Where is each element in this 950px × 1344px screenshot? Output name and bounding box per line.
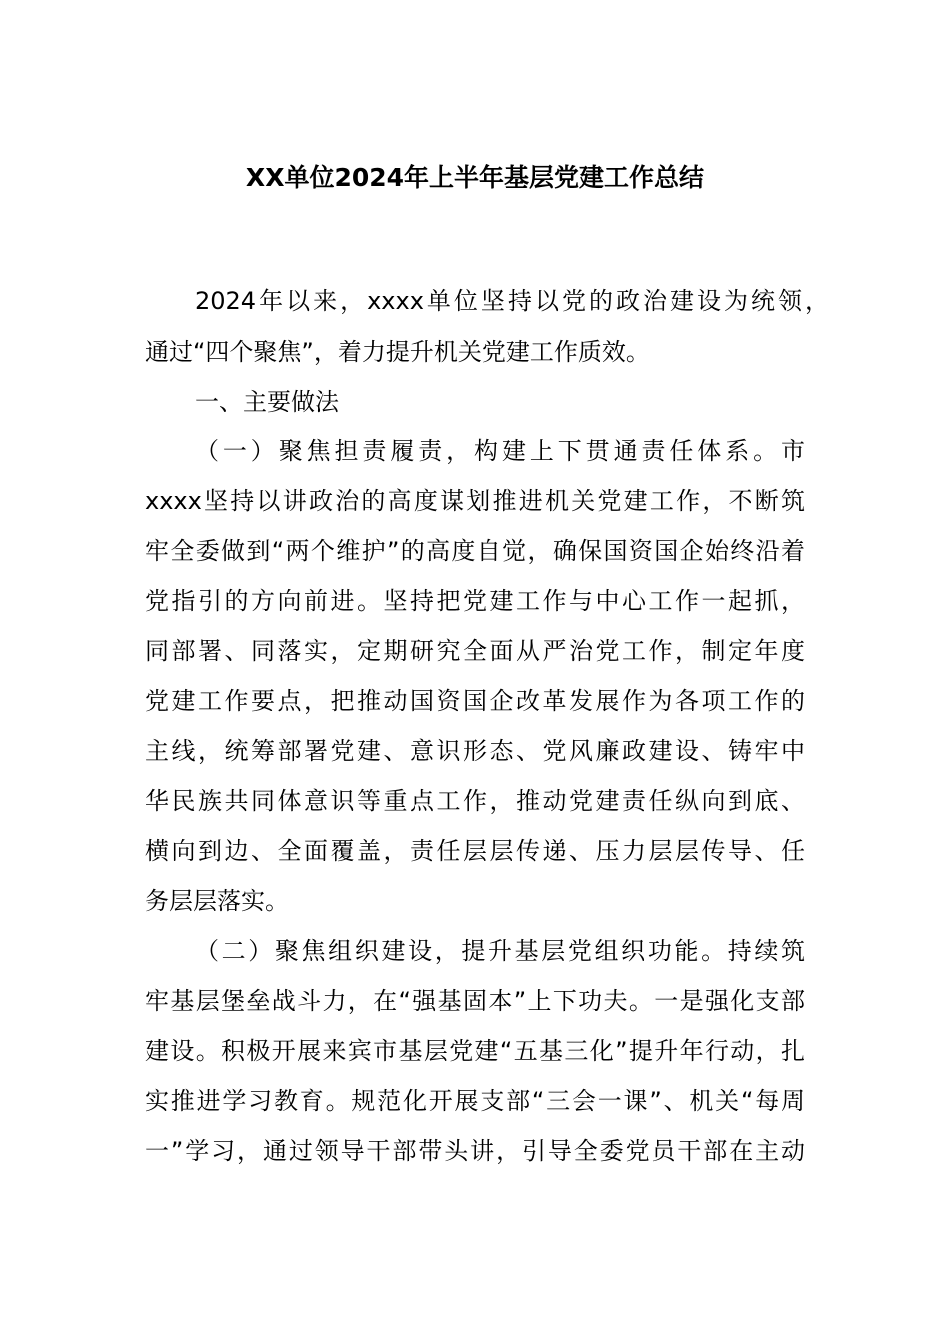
paragraph-line: 实推进学习教育。规范化开展支部“三会一课”、机关“每周 xyxy=(145,1087,805,1115)
paragraph-line: 党指引的方向前进。坚持把党建工作与中心工作一起抓， xyxy=(145,587,805,615)
subsection-heading: （二）聚焦组织建设，提升基层党组织功能。持续筑 xyxy=(195,937,805,965)
paragraph-line: 横向到边、全面覆盖，责任层层传递、压力层层传导、任 xyxy=(145,837,805,865)
paragraph-line: 华民族共同体意识等重点工作，推动党建责任纵向到底、 xyxy=(145,787,805,815)
paragraph-line: 同部署、同落实，定期研究全面从严治党工作，制定年度 xyxy=(145,637,805,665)
paragraph-line: 牢全委做到“两个维护”的高度自觉，确保国资国企始终沿着 xyxy=(145,537,805,565)
paragraph-line: 主线，统筹部署党建、意识形态、党风廉政建设、铸牢中 xyxy=(145,737,805,765)
document-title: XX单位2024年上半年基层党建工作总结 xyxy=(245,163,705,192)
paragraph-line: 通过“四个聚焦”，着力提升机关党建工作质效。 xyxy=(145,338,650,366)
paragraph-line: 一”学习，通过领导干部带头讲，引导全委党员干部在主动 xyxy=(145,1137,805,1165)
section-heading: 一、主要做法 xyxy=(195,388,339,416)
paragraph-line: 牢基层堡垒战斗力，在“强基固本”上下功夫。一是强化支部 xyxy=(145,987,805,1015)
paragraph-line: 党建工作要点，把推动国资国企改革发展作为各项工作的 xyxy=(145,687,805,715)
paragraph-line: 务层层落实。 xyxy=(145,887,289,915)
subsection-heading: （一）聚焦担责履责，构建上下贯通责任体系。市 xyxy=(195,437,805,465)
paragraph-line: 2024年以来，xxxx单位坚持以党的政治建设为统领， xyxy=(195,287,829,315)
paragraph-line: 建设。积极开展来宾市基层党建“五基三化”提升年行动，扎 xyxy=(145,1037,805,1065)
paragraph-line: xxxx坚持以讲政治的高度谋划推进机关党建工作，不断筑 xyxy=(145,487,805,515)
